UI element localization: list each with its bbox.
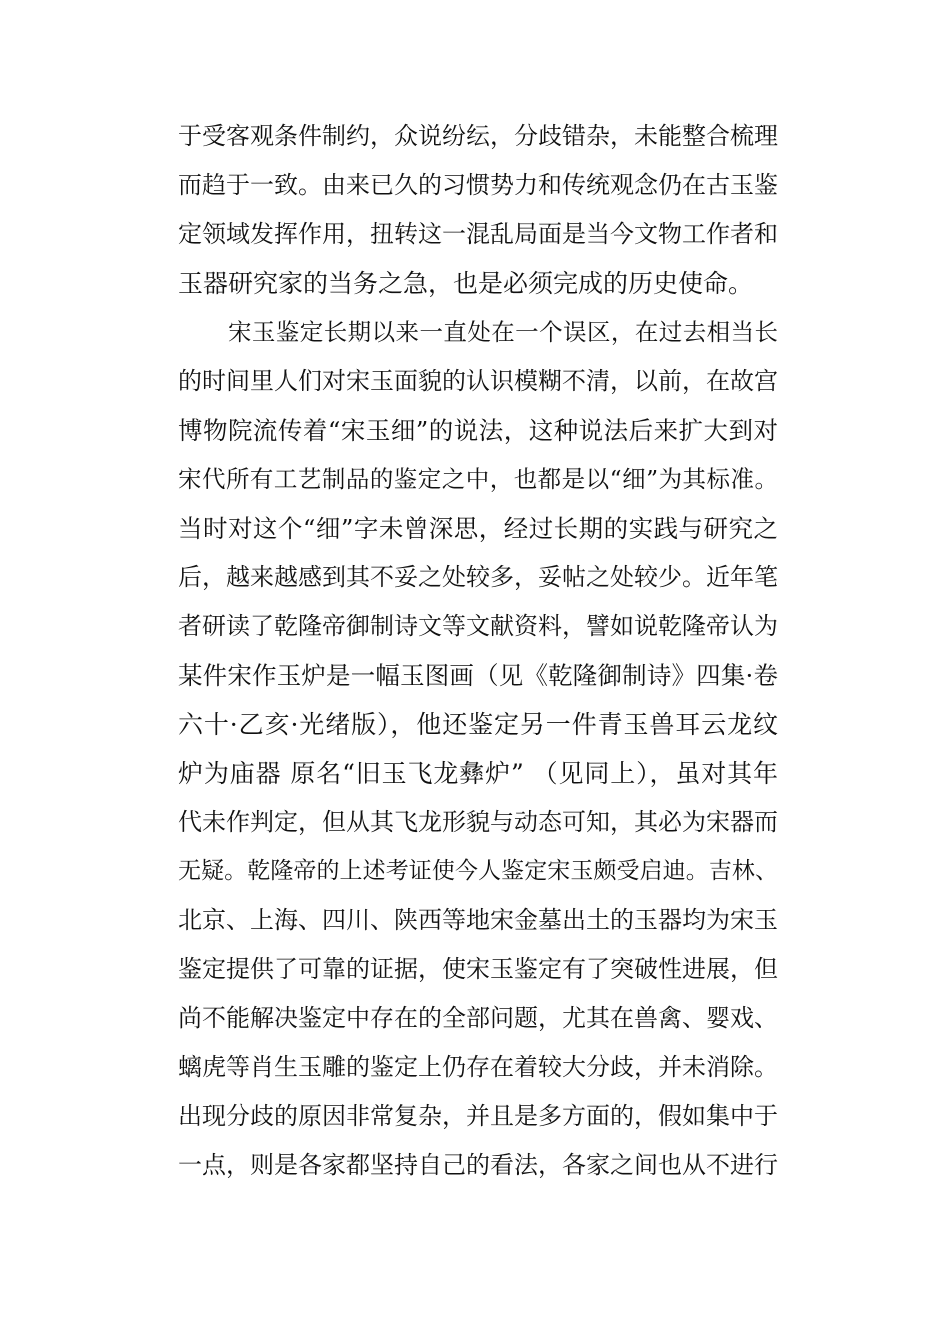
text-line: 而趋于一致。由来已久的习惯势力和传统观念仍在古玉鉴 (178, 171, 778, 199)
text-line: 于受客观条件制约，众说纷纭，分歧错杂，未能整合梳理 (178, 122, 778, 150)
text-line: 当时对这个“细”字未曾深思，经过长期的实践与研究之 (178, 514, 778, 543)
paragraph-1 (178, 112, 778, 308)
text-line: 宋玉鉴定长期以来一直处在一个误区，在过去相当长 (228, 318, 778, 346)
text-line: 炉为庙器 原名“旧玉飞龙彝炉” （见同上），虽对其年 (178, 759, 778, 788)
text-line: 螭虎等肖生玉雕的鉴定上仍存在着较大分歧，并未消除。 (178, 1053, 778, 1081)
text-line: 玉器研究家的当务之急，也是必须完成的历史使命。 (178, 269, 754, 298)
text-line: 尚不能解决鉴定中存在的全部问题，尤其在兽禽、婴戏、 (178, 1004, 778, 1032)
paragraph-2 (178, 308, 778, 1190)
body-text (178, 112, 778, 1190)
text-line: 无疑。乾隆帝的上述考证使今人鉴定宋玉颇受启迪。吉林、 (178, 858, 778, 884)
text-line: 博物院流传着“宋玉细”的说法，这种说法后来扩大到对 (178, 416, 778, 445)
text-line: 北京、上海、四川、陕西等地宋金墓出土的玉器均为宋玉 (178, 906, 778, 934)
text-line: 某件宋作玉炉是一幅玉图画（见《乾隆御制诗》四集·卷 (178, 661, 778, 690)
text-line: 代未作判定，但从其飞龙形貌与动态可知，其必为宋器而 (178, 808, 778, 836)
text-line: 者研读了乾隆帝御制诗文等文献资料，譬如说乾隆帝认为 (178, 612, 778, 640)
text-line: 六十·乙亥·光绪版），他还鉴定另一件青玉兽耳云龙纹 (178, 710, 778, 739)
text-line: 后，越来越感到其不妥之处较多，妥帖之处较少。近年笔 (178, 563, 778, 591)
text-line: 定领域发挥作用，扭转这一混乱局面是当今文物工作者和 (178, 220, 778, 248)
text-line: 宋代所有工艺制品的鉴定之中，也都是以“细”为其标准。 (178, 465, 778, 493)
text-line: 出现分歧的原因非常复杂，并且是多方面的，假如集中于 (178, 1102, 778, 1130)
text-line: 的时间里人们对宋玉面貌的认识模糊不清，以前，在故宫 (178, 367, 778, 395)
text-line: 鉴定提供了可靠的证据，使宋玉鉴定有了突破性进展，但 (178, 955, 778, 983)
text-line: 一点，则是各家都坚持自己的看法，各家之间也从不进行 (178, 1151, 778, 1179)
